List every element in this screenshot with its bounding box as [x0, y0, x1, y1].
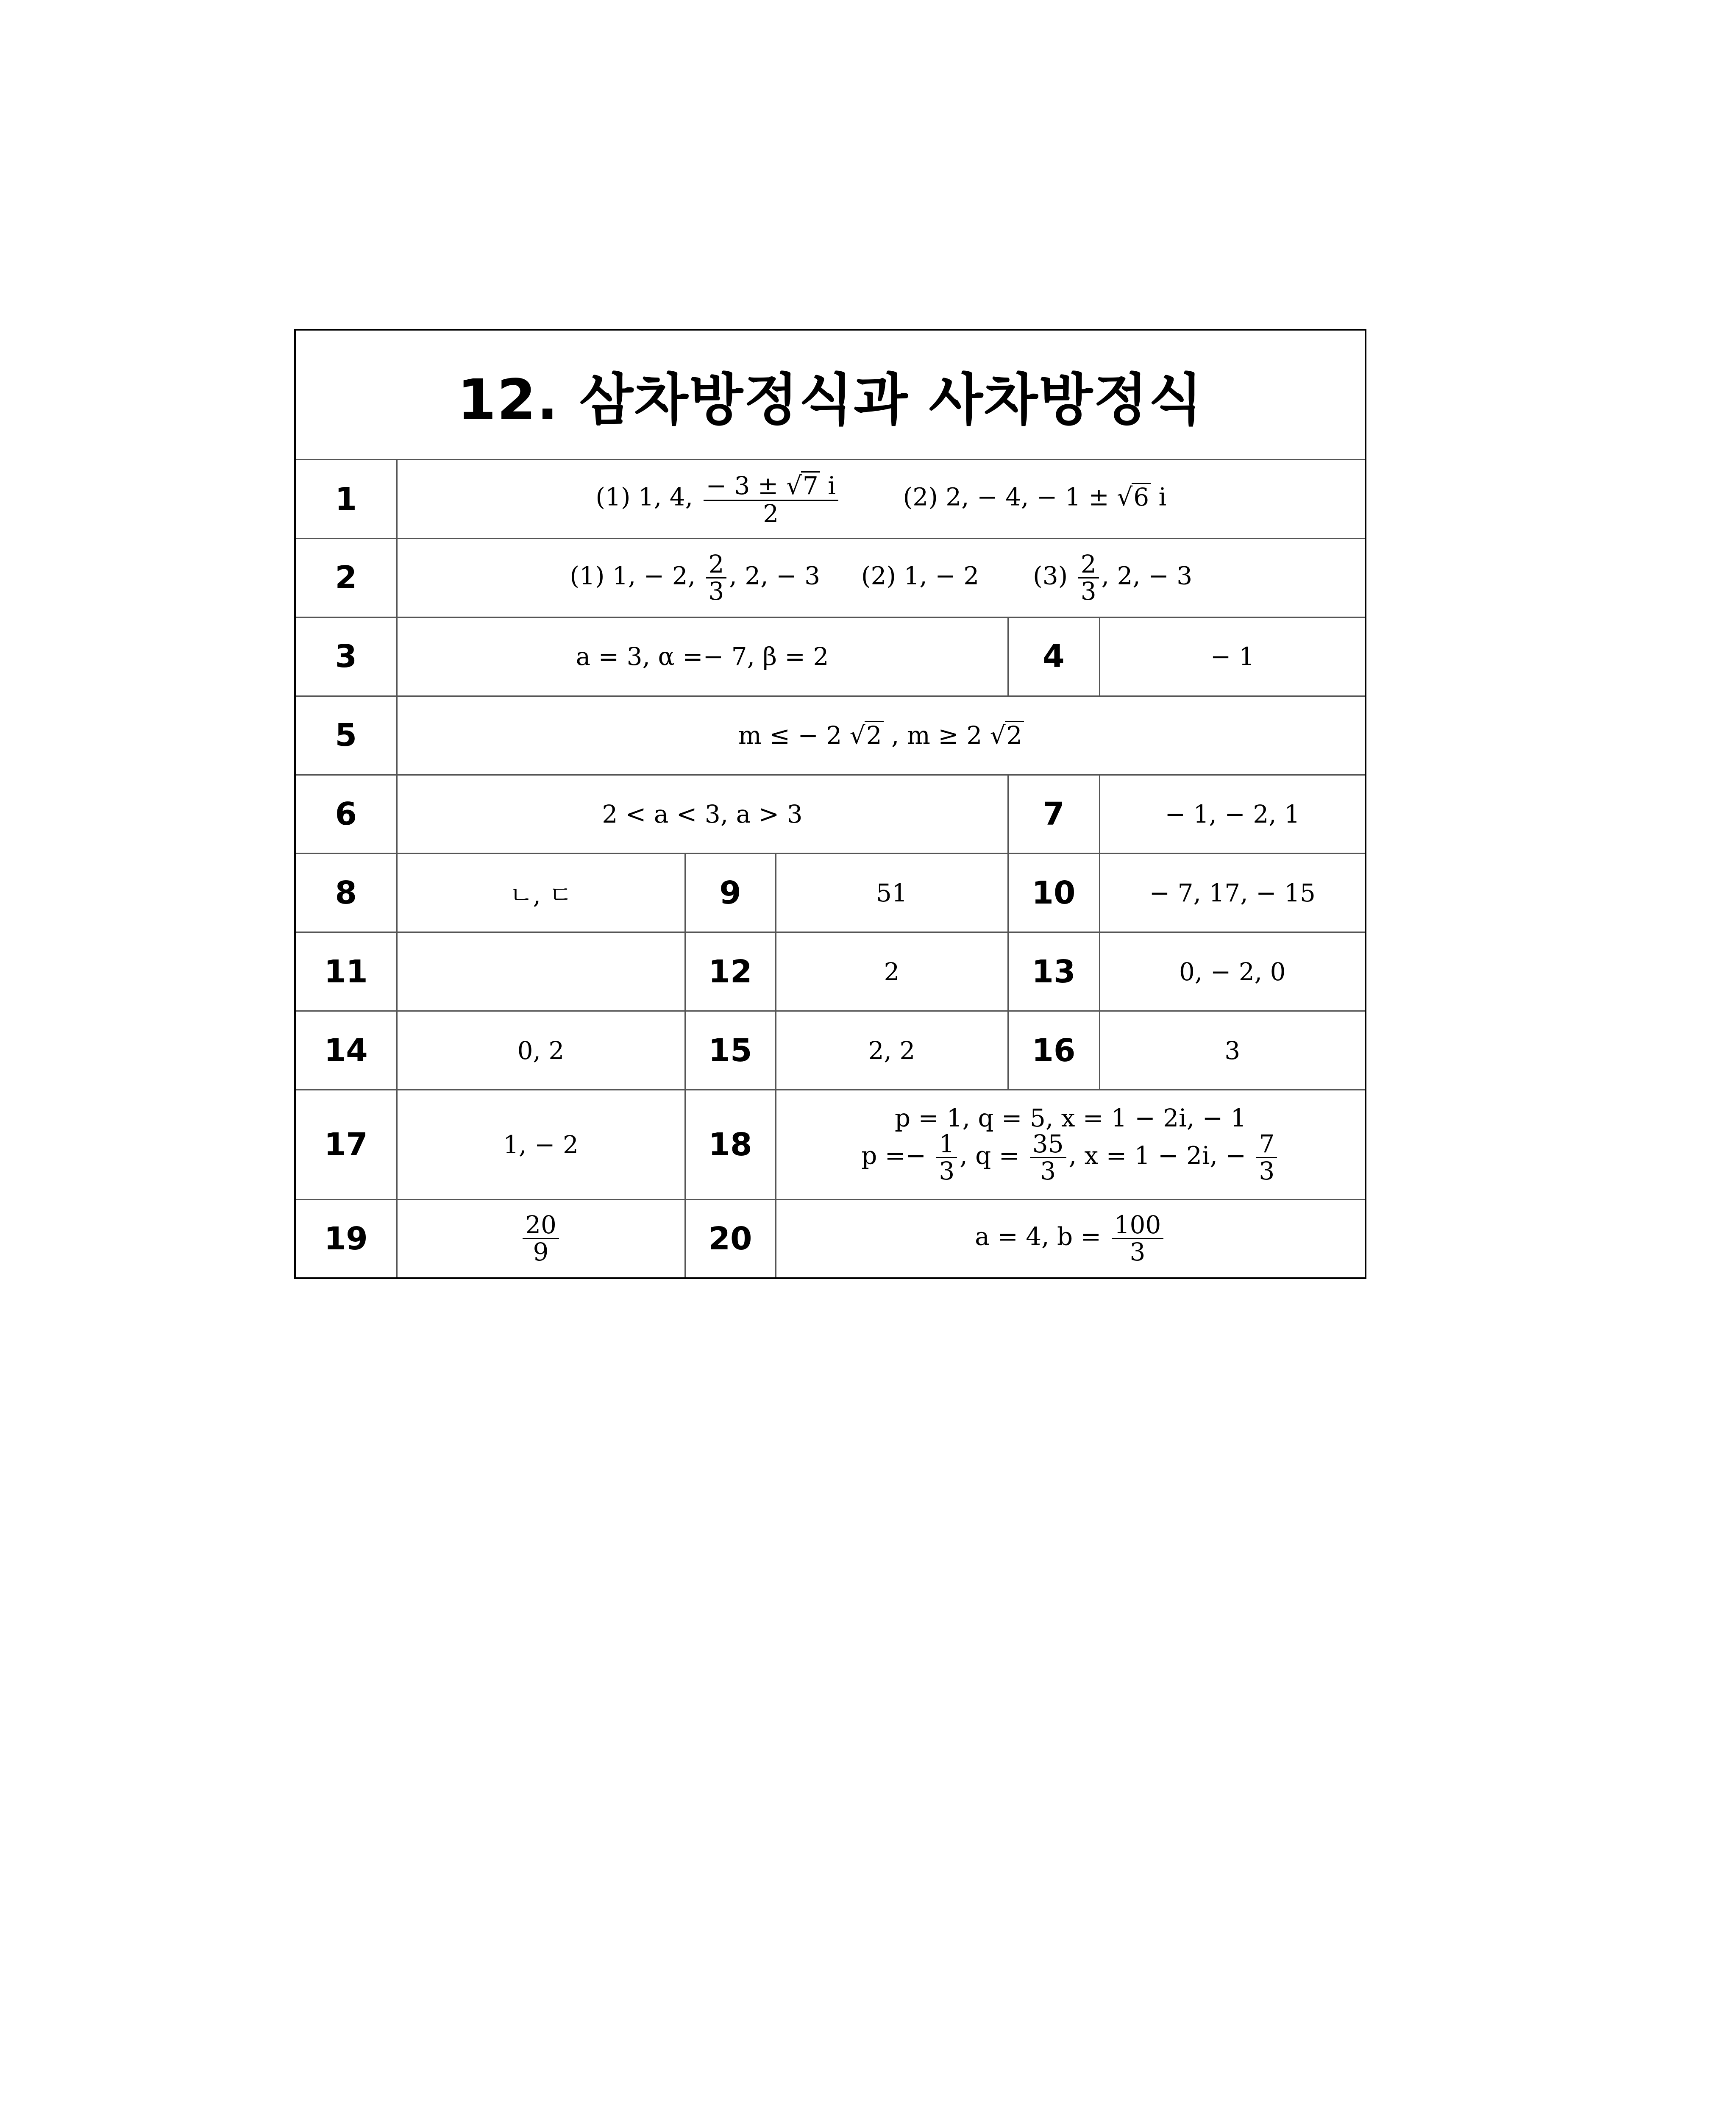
problem-number: 7: [1008, 775, 1099, 854]
part-label: (3): [1033, 561, 1068, 590]
problem-number: 12: [685, 932, 776, 1011]
answer-1: (1) 1, 4, $\frac{- 3 \pm √7 i}{2}$ (2) 2, − 4, − 1 ± √6 i: [397, 460, 1366, 539]
problem-number: 2: [295, 538, 397, 617]
fraction: $\frac{2}{3}$: [706, 551, 727, 604]
answer-line: p =− $\frac{1}{3}$ , q = $\frac{35}{3}$ , x = 1 − 2i, − $\frac{7}{3}$: [776, 1131, 1365, 1184]
answer-10: − 7, 17, − 15: [1099, 854, 1366, 932]
answer-line: p = 1, q = 5, x = 1 − 2i, − 1: [894, 1103, 1246, 1132]
answer-18: [776, 1090, 1366, 1199]
problem-number: 5: [295, 696, 397, 775]
answer-table: [294, 329, 1366, 1279]
answer-14: 0, 2: [397, 1011, 685, 1090]
fraction: $\frac{2}{3}$: [1078, 551, 1099, 604]
problem-number: 4: [1008, 617, 1099, 696]
answer-16: 3: [1099, 1011, 1366, 1090]
fraction: $\frac{100}{3}$: [1112, 1212, 1164, 1265]
problem-number: 8: [295, 854, 397, 932]
answer-9: 51: [776, 854, 1008, 932]
part-label: (2): [903, 482, 938, 512]
answer-13: 0, − 2, 0: [1099, 932, 1366, 1011]
page-title: 12. 삼차방정식과 사차방정식: [295, 330, 1366, 460]
problem-number: 9: [685, 854, 776, 932]
answer-12: 2: [776, 932, 1008, 1011]
problem-number: 11: [295, 932, 397, 1011]
problem-number: 6: [295, 775, 397, 854]
answer-5: m ≤ − 2 √2 , m ≥ 2 √2: [397, 696, 1366, 775]
part-label: (1): [570, 561, 605, 590]
answer-17: 1, − 2: [397, 1090, 685, 1199]
problem-number: 10: [1008, 854, 1099, 932]
answer-20: a = 4, b = $\frac{100}{3}$: [776, 1199, 1366, 1278]
answer-6: 2 < a < 3, a > 3: [397, 775, 1008, 854]
answer-2: (1) 1, − 2, $\frac{2}{3}$ , 2, − 3 (2) 1, − 2 (3) $\frac{2}{3}$ , 2, − 3: [397, 538, 1366, 617]
part-label: (1): [595, 482, 631, 512]
fraction: $\frac{35}{3}$: [1030, 1131, 1066, 1184]
answer-15: 2, 2: [776, 1011, 1008, 1090]
problem-number: 13: [1008, 932, 1099, 1011]
problem-number: 15: [685, 1011, 776, 1090]
answer-4: − 1: [1099, 617, 1366, 696]
answer-11: [397, 932, 685, 1011]
fraction: $\frac{20}{9}$: [523, 1212, 559, 1265]
problem-number: 17: [295, 1090, 397, 1199]
problem-number: 19: [295, 1199, 397, 1278]
problem-number: 18: [685, 1090, 776, 1199]
answer-7: − 1, − 2, 1: [1099, 775, 1366, 854]
fraction: $\frac{1}{3}$: [936, 1131, 957, 1184]
answer-19: [397, 1199, 685, 1278]
problem-number: 1: [295, 460, 397, 539]
part-label: (2): [861, 561, 896, 590]
answer-3: a = 3, α =− 7, β = 2: [397, 617, 1008, 696]
answer-8: ㄴ, ㄷ: [397, 854, 685, 932]
problem-number: 14: [295, 1011, 397, 1090]
problem-number: 20: [685, 1199, 776, 1278]
fraction: $\frac{- 3 \pm √7 i}{2}$: [704, 471, 838, 527]
problem-number: 16: [1008, 1011, 1099, 1090]
fraction: $\frac{7}{3}$: [1256, 1131, 1277, 1184]
problem-number: 3: [295, 617, 397, 696]
